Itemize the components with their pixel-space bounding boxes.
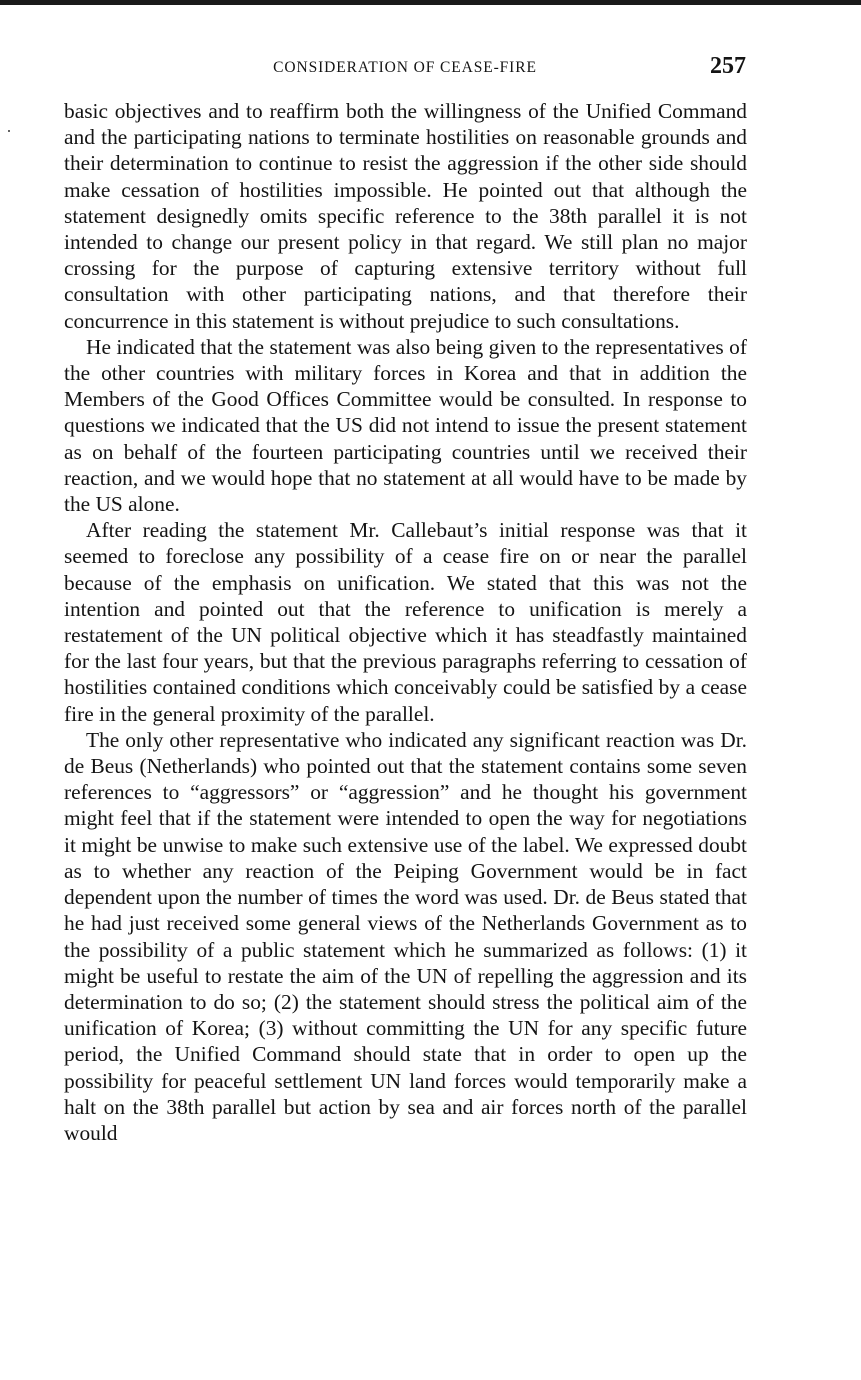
running-head: [64, 53, 746, 85]
paragraph-callebaut-response: After reading the statement Mr. Callebaut’s initial response was that it seemed to foreclose any possibility of a cease fire on or near the parallel because of the emphasis on unification. We stated that this was not the intention and pointed out that the reference to unification is merely a restatement of the UN political objective which it has steadfastly maintained for the last four years, but that the previous paragraphs referring to cessation of hostilities contained conditions which conceivably could be satisfied by a cease fire in the general proximity of the parallel.: [64, 518, 747, 726]
page-number: 257: [710, 53, 746, 79]
scan-speck: [8, 130, 10, 132]
top-edge-rule: [0, 0, 861, 5]
running-title: CONSIDERATION OF CEASE-FIRE: [273, 59, 537, 76]
body-text: [64, 98, 747, 1146]
paragraph-de-beus-reaction: The only other representative who indicated any significant reaction was Dr. de Beus (Netherlands) who pointed out that the statement contains some seven references to “aggressors” or “aggression” and he thought his government might feel that if the statement were intended to open the way for negotiations it might be unwise to make such extensive use of the label. We expressed doubt as to whether any reaction of the Peiping Government would be in fact dependent upon the number of times the word was used. Dr. de Beus stated that he had just received some general views of the Netherlands Government as to the possibility of a public statement which he summarized as follows: (1) it might be useful to restate the aim of the UN of repelling the aggression and its determination to do so; (2) the statement should stress the political aim of the unification of Korea; (3) without committing the UN for any specific future period, the Unified Command should state that in order to open up the possibility for peaceful settlement UN land forces would temporarily make a halt on the 38th parallel but action by sea and air forces north of the parallel would: [64, 727, 747, 1145]
paragraph-statement-shared: He indicated that the statement was also being given to the representatives of the other countries with military forces in Korea and that in addition the Members of the Good Offices Committee would be consulted. In response to questions we indicated that the US did not intend to issue the present statement as on behalf of the fourteen participating countries until we received their reaction, and we would hope that no statement at all would have to be made by the US alone.: [64, 334, 747, 517]
paragraph-continued: basic objectives and to reaffirm both the willingness of the Unified Command and the participating nations to terminate hostilities on reasonable grounds and their determination to continue to resist the aggression if the other side should make cessation of hostilities impossible. He pointed out that although the statement designedly omits specific reference to the 38th parallel it is not intended to change our present policy in that regard. We still plan no major crossing for the purpose of capturing extensive territory without full consultation with other participating nations, and that therefore their concurrence in this statement is without prejudice to such consultations.: [64, 99, 747, 333]
